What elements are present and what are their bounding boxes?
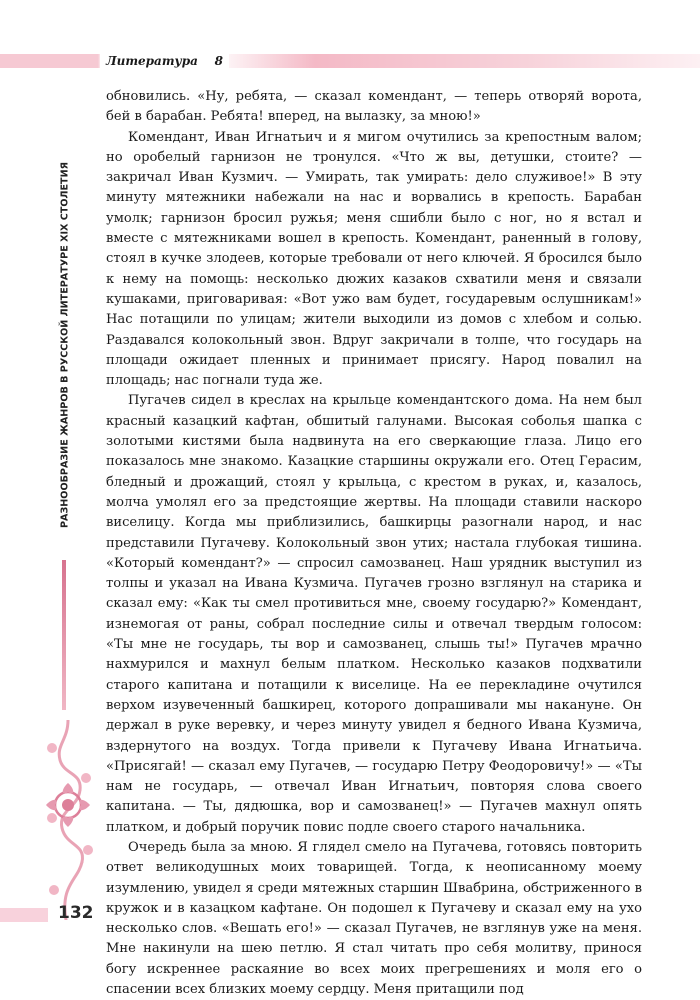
vertical-section-title-text: РАЗНООБРАЗИЕ ЖАНРОВ В РУССКОЙ ЛИТЕРАТУРЕ XIX СТОЛЕТИЯ xyxy=(59,161,71,529)
paragraph: Пугачев сидел в креслах на крыльце комендантского дома. На нем был красный казацкий кафтан, обшитый галунами. Высокая соболья шапка с золотыми кистями была надвинута на его сверкающие глаза. Лицо его показалось мне знакомо. Казацкие старшины окружали его. Отец Герасим, бледный и дрожащий, стоял у крыльца, с крестом в руках, и, казалось, молча умолял его за предстоящие жертвы. На площади ставили наскоро виселицу. Когда мы приблизились, башкирцы разогнали народ, и нас представили Пугачеву. Колокольный звон утих; настала глубокая тишина. «Который комендант?» — спросил самозванец. Наш урядник выступил из толпы и указал на Ивана Кузмича. Пугачев грозно взглянул на старика и сказал ему: «Как ты смел противиться мне, своему государю?» Комендант, изнемогая от раны, собрал последние силы и отвечал твердым голосом: «Ты мне не государь, ты вор и самозванец, слышь ты!» Пугачев мрачно нахмурился и махнул белым платком. Несколько казаков подхватили старого капитана и потащили к виселице. На ее перекладине очутился верхом изувеченный башкирец, которого допрашивали мы накануне. Он держал в руке веревку, и через минуту увидел я бедного Ивана Кузмича, вздернутого на воздух. Тогда привели к Пугачеву Ивана Игнатьича. «Присягай! — сказал ему Пугачев, — государю Петру Феодоровичу!» — «Ты нам не государь, — отвечал Иван Игнатьич, повторяя слова своего капитана. — Ты, дядюшка, вор и самозванец!» — Пугачев махнул опять платком, и добрый поручик повис подле своего старого начальника. xyxy=(106,393,642,835)
floral-ornament-icon xyxy=(38,720,96,920)
paragraph: Комендант, Иван Игнатьич и я мигом очутились за крепостным валом; но оробелый гарнизон не тронулся. «Что ж вы, детушки, стоите? — закричал Иван Кузмич. — Умирать, так умирать: дело служивое!» В эту минуту мятежники набежали на нас и ворвались в крепость. Барабан умолк; гарнизон бросил ружья; меня сшибли было с ног, но я встал и вместе с мятежниками вошел в крепость. Комендант, раненный в голову, стоял в кучке злодеев, которые требовали от него ключей. Я бросился было к нему на помощь: несколько дюжих казаков схватили меня и связали кушаками, приговаривая: «Вот ужо вам будет, государевым ослушникам!» Нас потащили по улицам; жители выходили из домов с хлебом и солью. Раздавался колокольный звон. Вдруг закричали в толпе, что государь на площади ожидает пленных и принимает присягу. Народ повалил на площадь; нас погнали туда же. xyxy=(106,129,642,389)
vertical-section-title xyxy=(56,145,74,545)
body-text xyxy=(106,87,642,1000)
running-header xyxy=(100,54,229,68)
header-subject: Литература xyxy=(106,54,198,68)
paragraph: Очередь была за мною. Я глядел смело на Пугачева, готовясь повторить ответ великодушных моих товарищей. Тогда, к неописанному моему изумлению, увидел я среди мятежных старшин Швабрина, обстриженного в кружок и в казацком кафтане. Он подошел к Пугачеву и сказал ему на ухо несколько слов. «Вешать его!» — сказал Пугачев, не взглянув уже на меня. Мне накинули на шею петлю. Я стал читать про себя молитву, принося богу искреннее раскаяние во всех моих прегрешениях и моля его о спасении всех близких моему сердцу. Меня притащили под xyxy=(106,839,642,998)
page-number: 132 xyxy=(58,903,94,923)
paragraph: обновились. «Ну, ребята, — сказал комендант, — теперь отворяй ворота, бей в барабан. Ребята! вперед, на вылазку, за мною!» xyxy=(106,89,642,125)
footer-decorative-bar xyxy=(0,908,48,922)
side-decorative-line xyxy=(62,560,66,710)
header-grade: 8 xyxy=(214,54,223,68)
